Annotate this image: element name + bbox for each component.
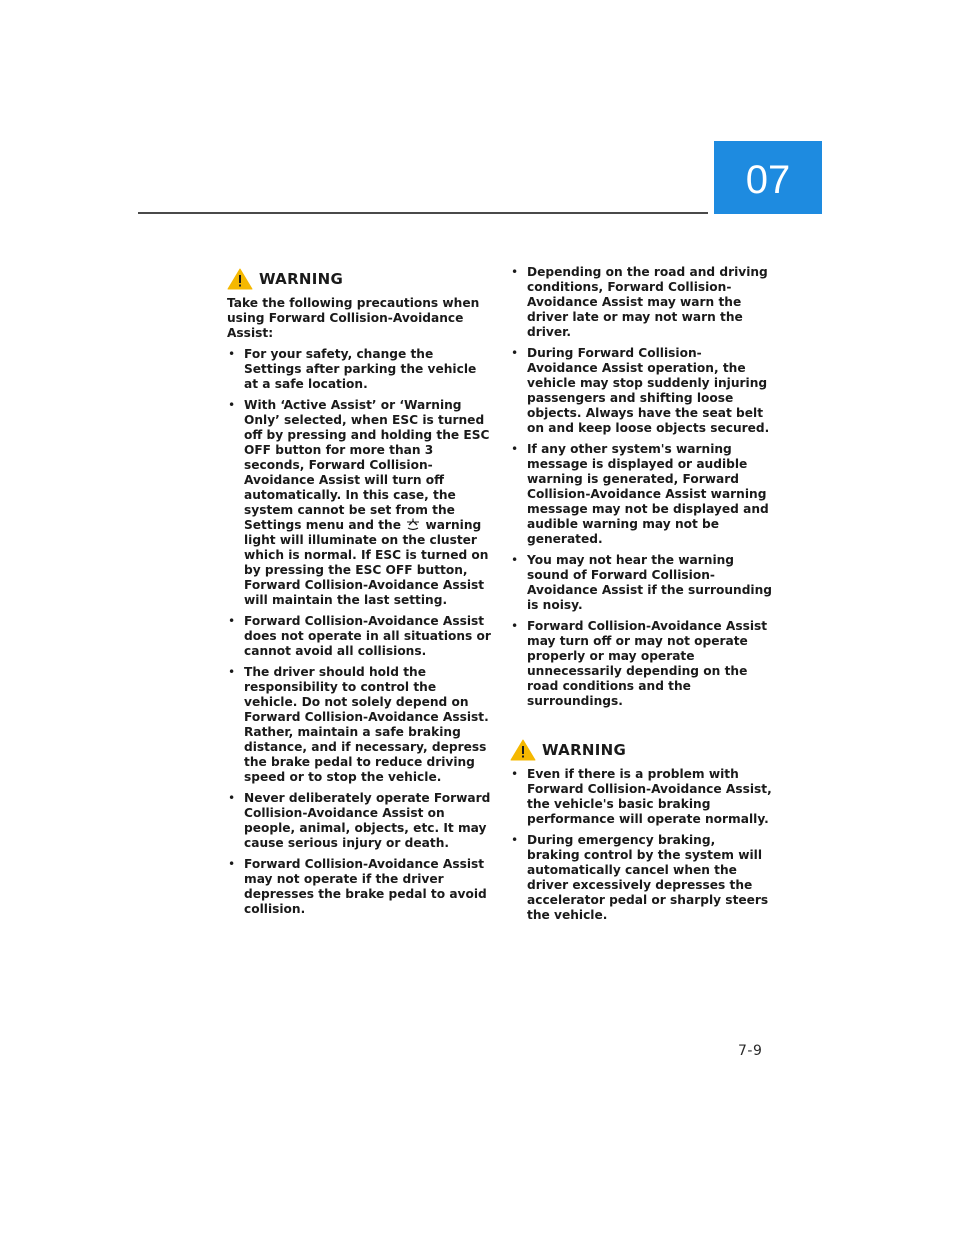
list-item: • Even if there is a problem with Forward Collision-Avoidance Assist, the vehicle's basic braking performance will operate normally. [510, 767, 772, 827]
chapter-tab [714, 141, 822, 214]
list-item: • You may not hear the warning sound of Forward Collision-Avoidance Assist if the surrounding is noisy. [510, 553, 772, 613]
list-item: • Forward Collision-Avoidance Assist may turn off or may not operate properly or may operate unnecessarily depending on the road conditions and the surroundings. [510, 619, 772, 709]
list-item: • During emergency braking, braking control by the system will automatically cancel when the driver excessively depresses the accelerator pedal or sharply steers the vehicle. [510, 833, 772, 923]
right-column [510, 265, 772, 929]
warning-intro: Take the following precautions when using Forward Collision-Avoidance Assist: [227, 296, 480, 340]
list-item: • Depending on the road and driving conditions, Forward Collision-Avoidance Assist may warn the driver late or may not warn the driver. [510, 265, 772, 340]
list-item: • Never deliberately operate Forward Collision-Avoidance Assist on people, animal, objects, etc. It may cause serious injury or death. [227, 791, 491, 851]
warning-bullet-list [227, 347, 491, 917]
page-number: 7-9 [738, 1043, 763, 1059]
list-item: • During Forward Collision-Avoidance Assist operation, the vehicle may stop suddenly injuring passengers and shifting loose objects. Always have the seat belt on and keep loose objects secured. [510, 346, 772, 436]
list-item: • The driver should hold the responsibility to control the vehicle. Do not solely depend on Forward Collision-Avoidance Assist. Rather, maintain a safe braking distance, and if necessary, depress the brake pedal to reduce driving speed or to stop the vehicle. [227, 665, 491, 785]
warning-title: WARNING [542, 741, 627, 759]
bullet-text: warning light will illuminate on the cluster which is normal. If ESC is turned on by pressing the ESC OFF button, Forward Collision-Avoidance Assist will maintain the last setting. [244, 518, 489, 607]
warning-title: WARNING [259, 270, 344, 288]
esc-off-warning-light-icon [405, 518, 421, 531]
warning-triangle-icon [510, 739, 536, 761]
header-rule [138, 212, 708, 214]
list-item: • For your safety, change the Settings after parking the vehicle at a safe location. [227, 347, 491, 392]
bullet-text: With ‘Active Assist’ or ‘Warning Only’ selected, when ESC is turned off by pressing and holding the ESC OFF button for more than 3 seconds, Forward Collision-Avoidance Assist will turn off automatically. In this case, the system cannot be set from the Settings menu and the [244, 398, 490, 532]
list-item [227, 398, 491, 608]
left-column [227, 268, 491, 923]
list-item: • Forward Collision-Avoidance Assist may not operate if the driver depresses the brake pedal to avoid collision. [227, 857, 491, 917]
warning-triangle-icon [227, 268, 253, 290]
chapter-number: 07 [745, 158, 791, 202]
warning-heading [227, 268, 491, 290]
warning-heading-2 [510, 739, 772, 761]
list-item: • Forward Collision-Avoidance Assist does not operate in all situations or cannot avoid all collisions. [227, 614, 491, 659]
list-item: • If any other system's warning message is displayed or audible warning is generated, Forward Collision-Avoidance Assist warning message may not be displayed and audible warning may not be generated. [510, 442, 772, 547]
continued-bullet-list [510, 265, 772, 709]
warning-2-bullet-list [510, 767, 772, 923]
